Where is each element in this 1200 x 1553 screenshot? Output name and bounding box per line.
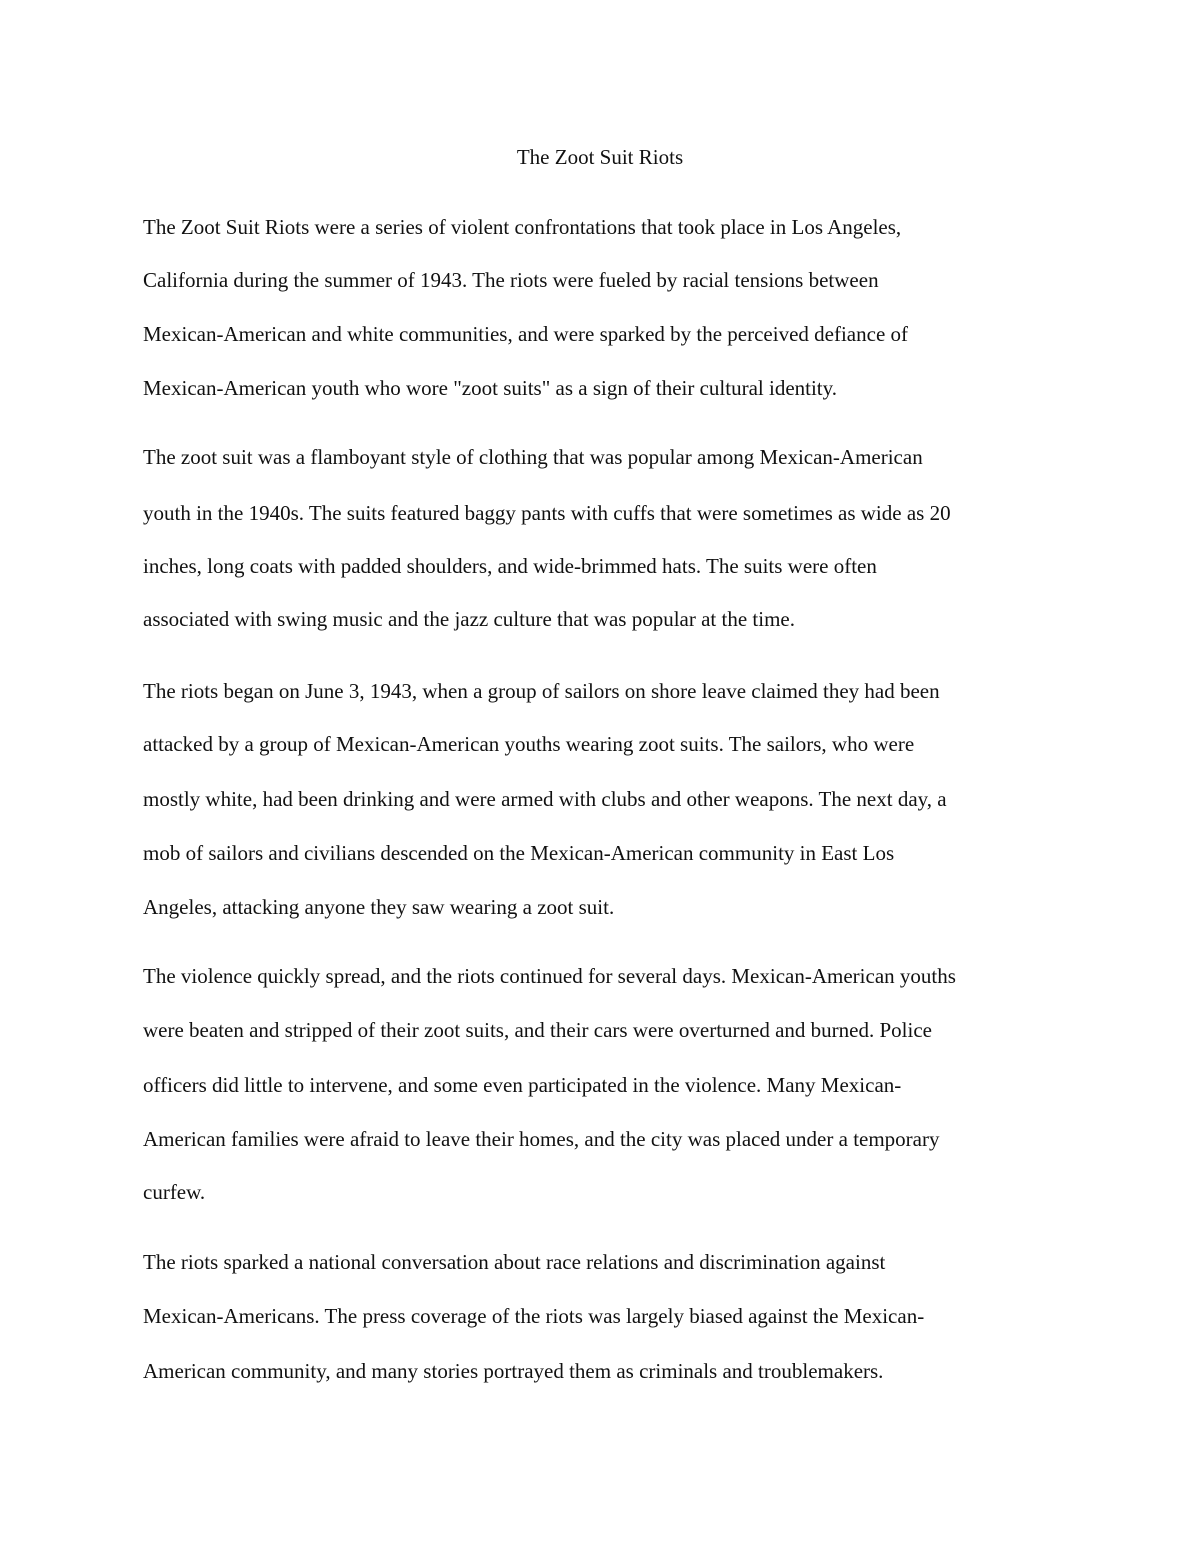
paragraph-line: The violence quickly spread, and the riots continued for several days. Mexican-American youths [143,964,956,988]
paragraph-line: Angeles, attacking anyone they saw wearing a zoot suit. [143,895,615,919]
paragraph-line: California during the summer of 1943. The riots were fueled by racial tensions between [143,268,879,292]
paragraph-line: The riots began on June 3, 1943, when a group of sailors on shore leave claimed they had been [143,679,940,703]
paragraph-line: curfew. [143,1180,206,1204]
paragraph-line: were beaten and stripped of their zoot suits, and their cars were overturned and burned. Police [143,1018,932,1042]
paragraph-line: American families were afraid to leave their homes, and the city was placed under a temporary [143,1127,940,1151]
paragraph-line: The riots sparked a national conversation about race relations and discrimination against [143,1250,886,1274]
paragraph-line: The Zoot Suit Riots were a series of violent confrontations that took place in Los Angeles, [143,215,902,239]
paragraph-line: Mexican-American youth who wore "zoot suits" as a sign of their cultural identity. [143,376,838,400]
document-title: The Zoot Suit Riots [516,145,684,169]
paragraph-line: Mexican-American and white communities, and were sparked by the perceived defiance of [143,322,909,346]
paragraph-line: The zoot suit was a flamboyant style of clothing that was popular among Mexican-American [143,445,923,469]
paragraph-line: Mexican-Americans. The press coverage of the riots was largely biased against the Mexican- [143,1304,925,1328]
paragraph-line: associated with swing music and the jazz culture that was popular at the time. [143,607,795,631]
paragraph-line: American community, and many stories portrayed them as criminals and troublemakers. [143,1359,884,1383]
paragraph-line: officers did little to intervene, and some even participated in the violence. Many Mexican- [143,1073,902,1097]
paragraph-line: attacked by a group of Mexican-American youths wearing zoot suits. The sailors, who were [143,732,915,756]
paragraph-line: inches, long coats with padded shoulders, and wide-brimmed hats. The suits were often [143,554,877,578]
paragraph-line: mob of sailors and civilians descended on the Mexican-American community in East Los [143,841,895,865]
paragraph-line: mostly white, had been drinking and were armed with clubs and other weapons. The next day, a [143,787,947,811]
paragraph-line: youth in the 1940s. The suits featured baggy pants with cuffs that were sometimes as wide as 20 [143,501,951,525]
